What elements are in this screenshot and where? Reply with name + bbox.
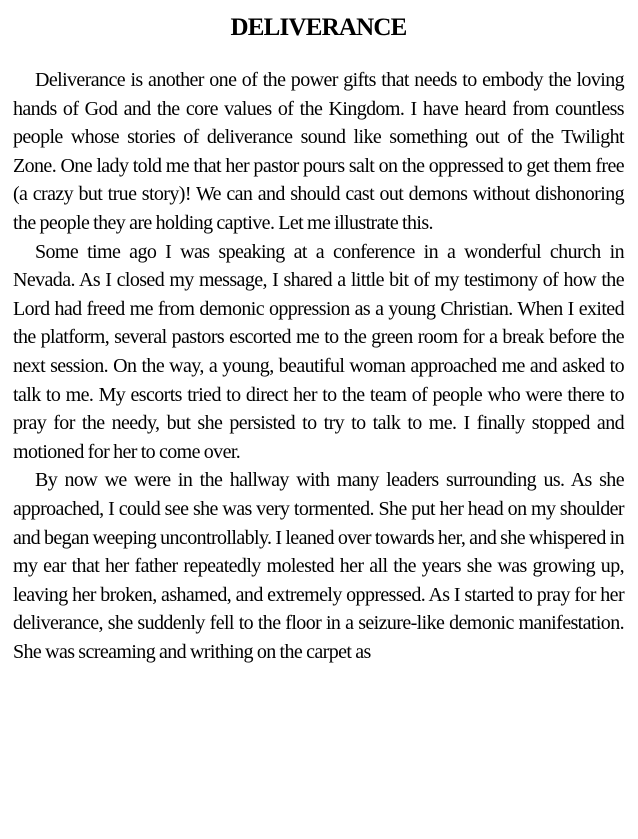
document-page (13, 10, 624, 666)
paragraph-3: By now we were in the hallway with many leaders surrounding us. As she approached, I could see she was very tormented. She put her head on my shoulder and began weeping uncontrollably. I leaned over towards her, and she whispered in my ear that her father repeatedly molested her all the years she was growing up, leaving her broken, ashamed, and extremely oppressed. As I started to pray for her deliverance, she suddenly fell to the floor in a seizure-like demonic manifestation. She was screaming and writhing on the carpet as (13, 469, 624, 663)
paragraph-1: Deliverance is another one of the power gifts that needs to embody the loving hands of God and the core values of the Kingdom. I have heard from countless people whose stories of deliverance sound like something out of the Twilight Zone. One lady told me that her pastor pours salt on the oppressed to get them free (a crazy but true story)! We can and should cast out demons without dishonoring the people they are holding captive. Let me illustrate this. (13, 69, 624, 234)
page-title: DELIVERANCE (230, 14, 407, 41)
paragraph-2: Some time ago I was speaking at a conference in a wonderful church in Nevada. As I closed my message, I shared a little bit of my testimony of how the Lord had freed me from demonic oppression as a young Christian. When I exited the platform, several pastors escorted me to the green room for a break before the next session. On the way, a young, beautiful woman approached me and asked to talk to me. My escorts tried to direct her to the team of people who were there to pray for the needy, but she persisted to try to talk to me. I finally stopped and motioned for her to come over. (13, 240, 624, 463)
document-body (13, 66, 624, 666)
